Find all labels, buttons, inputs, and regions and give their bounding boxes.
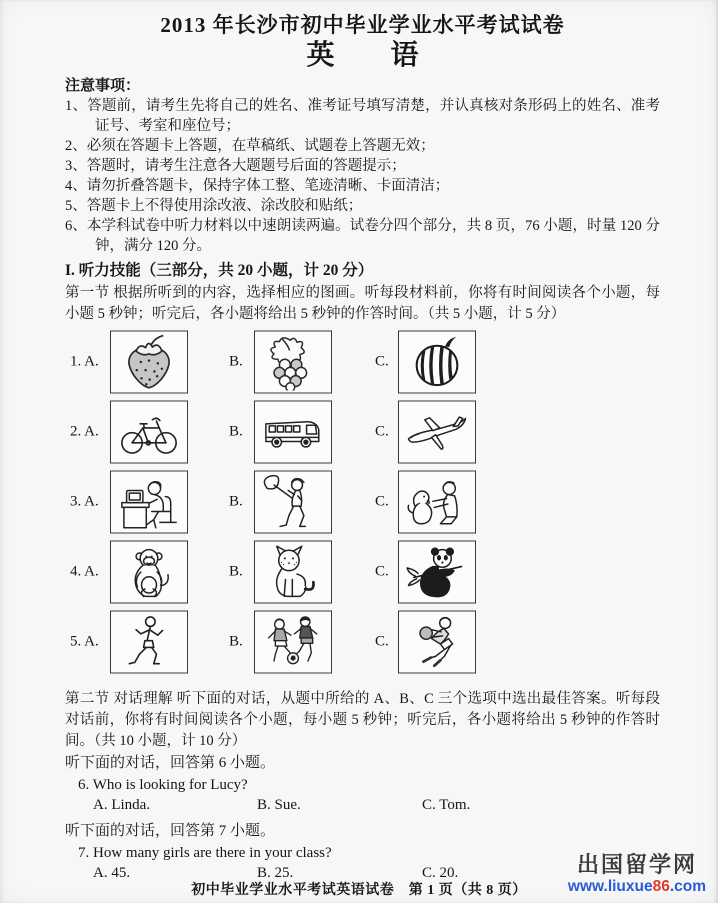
option-image-box bbox=[110, 471, 188, 534]
question-6-options bbox=[65, 796, 660, 820]
option-c: C. Tom. bbox=[422, 797, 471, 813]
question-7: 7. How many girls are there in your class? bbox=[78, 845, 332, 861]
question-6: 6. Who is looking for Lucy? bbox=[78, 777, 248, 793]
page-footer: 初中毕业学业水平考试英语试卷 第 1 页（共 8 页） bbox=[191, 883, 527, 898]
option-b: B. 25. bbox=[257, 865, 294, 881]
monkey-icon bbox=[114, 544, 184, 601]
option-image-box bbox=[110, 541, 188, 604]
cat-icon bbox=[258, 544, 328, 601]
boy-with-dog-icon bbox=[402, 474, 472, 531]
grapes-icon bbox=[258, 334, 328, 391]
notice-item: 2、必须在答题卡上答题，在草稿纸、试题卷上答题无效； bbox=[65, 138, 435, 154]
page-title: 2013 年长沙市初中毕业学业水平考试试卷 bbox=[160, 13, 565, 37]
option-label: 5. A. bbox=[70, 633, 99, 650]
option-image-box bbox=[398, 331, 476, 394]
option-image-box bbox=[398, 541, 476, 604]
option-image-box bbox=[254, 541, 332, 604]
notice-item: 6、本学科试卷中听力材料以中速朗读两遍。试卷分四个部分，共 8 页，76 小题，时量 120 分钟，满分 120 分。 bbox=[65, 218, 660, 254]
airplane-icon bbox=[402, 404, 472, 461]
walking-man-icon bbox=[114, 614, 184, 671]
option-label: C. bbox=[375, 493, 389, 510]
option-label: B. bbox=[229, 493, 243, 510]
notice-item: 4、请勿折叠答题卡，保持字体工整、笔迹清晰、卡面清洁； bbox=[65, 178, 450, 194]
option-image-box bbox=[254, 611, 332, 674]
option-a: A. 45. bbox=[93, 865, 131, 881]
option-label: B. bbox=[229, 633, 243, 650]
option-image-box bbox=[110, 611, 188, 674]
notices-section bbox=[65, 76, 660, 256]
dialog-lead: 听下面的对话，回答第 7 小题。 bbox=[65, 823, 276, 839]
option-image-box bbox=[398, 401, 476, 464]
option-label: 3. A. bbox=[70, 493, 99, 510]
site-watermark bbox=[561, 852, 713, 895]
watermelon-icon bbox=[402, 334, 472, 391]
notice-item: 1、答题前，请考生先将自己的姓名、准考证号填写清楚，并认真核对条形码上的姓名、准考证号、考室和座位号； bbox=[65, 98, 660, 134]
children-playing-soccer-icon bbox=[258, 614, 328, 671]
notice-item: 5、答题卡上不得使用涂改液、涂改胶和贴纸； bbox=[65, 198, 363, 214]
child-at-computer-icon bbox=[114, 474, 184, 531]
url-suffix: .com bbox=[669, 878, 707, 895]
listening-q4-row bbox=[65, 537, 660, 607]
option-image-box bbox=[398, 471, 476, 534]
url-number: 86 bbox=[652, 878, 670, 895]
option-image-box bbox=[110, 401, 188, 464]
bus-icon bbox=[258, 404, 328, 461]
option-label: C. bbox=[375, 633, 389, 650]
option-b: B. Sue. bbox=[257, 797, 301, 813]
dialog-lead: 听下面的对话，回答第 6 小题。 bbox=[65, 755, 276, 771]
part1-intro: 第一节 根据所听到的内容，选择相应的图画。听每段材料前，你将有时间阅读各个小题，每小题 5 秒钟；听完后，各小题将给出 5 秒钟的作答时间。（共 5 小题，计 5 分） bbox=[65, 285, 660, 322]
athlete-catching-ball-icon bbox=[402, 614, 472, 671]
option-label: B. bbox=[229, 563, 243, 580]
boy-carrying-spade-icon bbox=[258, 474, 328, 531]
url-prefix: www.liuxue bbox=[567, 878, 653, 895]
option-c: C. 20. bbox=[422, 865, 459, 881]
option-label: 1. A. bbox=[70, 353, 99, 370]
picture-options-grid bbox=[65, 327, 660, 677]
watermark-site-name: 出国留学网 bbox=[576, 852, 697, 877]
option-label: 2. A. bbox=[70, 423, 99, 440]
option-label: C. bbox=[375, 563, 389, 580]
option-label: 4. A. bbox=[70, 563, 99, 580]
option-label: B. bbox=[229, 423, 243, 440]
listening-q5-row bbox=[65, 607, 660, 677]
panda-icon bbox=[402, 544, 472, 601]
option-image-box bbox=[254, 401, 332, 464]
option-image-box bbox=[254, 471, 332, 534]
listening-q3-row bbox=[65, 467, 660, 537]
bicycle-icon bbox=[114, 404, 184, 461]
subject-title: 英 语 bbox=[306, 40, 419, 71]
option-label: C. bbox=[375, 423, 389, 440]
option-image-box bbox=[398, 611, 476, 674]
option-label: B. bbox=[229, 353, 243, 370]
option-image-box bbox=[254, 331, 332, 394]
option-a: A. Linda. bbox=[93, 797, 151, 813]
strawberry-icon bbox=[114, 334, 184, 391]
notices-heading: 注意事项： bbox=[65, 78, 141, 94]
watermark-site-url bbox=[561, 878, 713, 895]
notice-item: 3、答题时，请考生注意各大题题号后面的答题提示； bbox=[65, 158, 406, 174]
listening-q1-row bbox=[65, 327, 660, 397]
part2-intro: 第二节 对话理解 听下面的对话，从题中所给的 A、B、C 三个选项中选出最佳答案。听每段对话前，你将有时间阅读各个小题，每小题 5 秒钟；听完后，各小题将给出 5 秒钟的作答时间。（共 10 小题，计 10 分） bbox=[65, 691, 660, 749]
dialog-q6 bbox=[65, 752, 660, 820]
listening-q2-row bbox=[65, 397, 660, 467]
option-image-box bbox=[110, 331, 188, 394]
option-label: C. bbox=[375, 353, 389, 370]
listening-section-heading: I. 听力技能（三部分，共 20 小题，计 20 分） bbox=[65, 262, 374, 279]
